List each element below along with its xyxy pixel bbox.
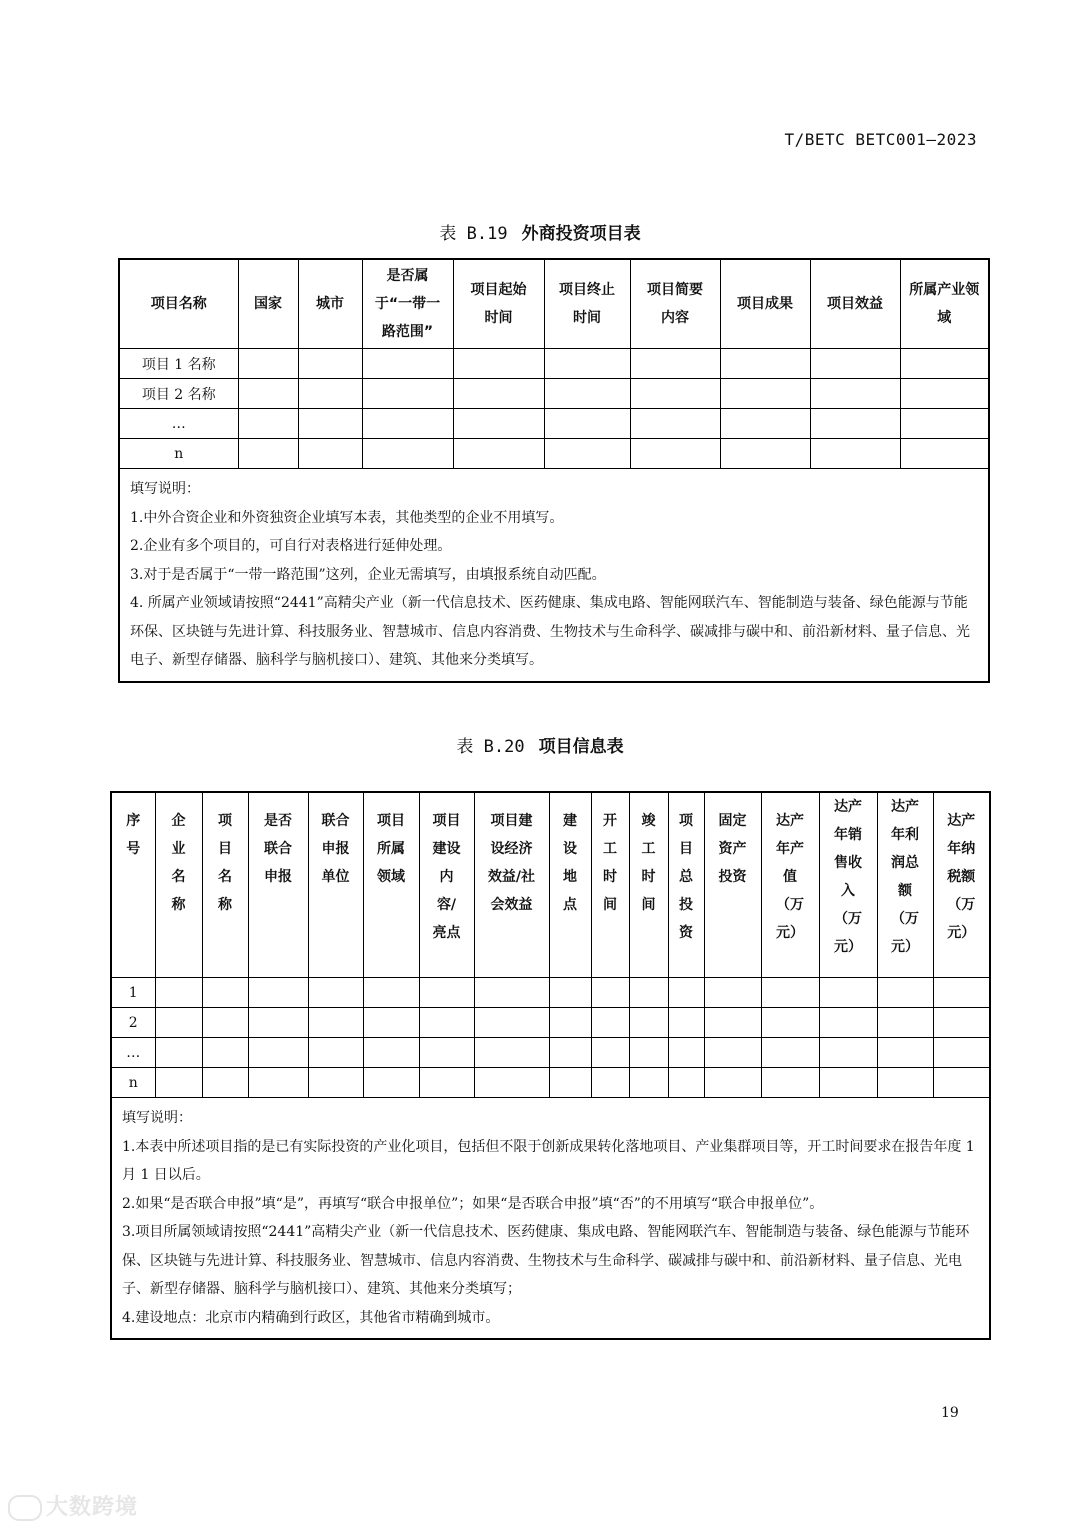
note-line: 3.项目所属领域请按照“2441”高精尖产业（新一代信息技术、医药健康、集成电路、智能网联汽车、智能制造与装备、绿色能源与节能环保、区块链与先进计算、科技服务业、智慧城市、信息内容消费、生物技术与生命科学、碳减排与碳中和、前沿新材料、量子信息、光电子、新型存储器、脑科学与脑机接口）、建筑、其他来分类填写； bbox=[122, 1224, 970, 1297]
table-cell[interactable] bbox=[877, 1068, 933, 1098]
table-cell[interactable] bbox=[363, 1008, 419, 1038]
t2-col-header: 项目名称 bbox=[202, 792, 248, 978]
table-cell[interactable] bbox=[704, 1008, 761, 1038]
table-cell[interactable] bbox=[900, 349, 989, 379]
t1-col-header: 项目简要内容 bbox=[630, 259, 720, 349]
table-cell[interactable] bbox=[155, 978, 202, 1008]
table-cell[interactable] bbox=[810, 349, 900, 379]
t2-col-header: 企业名称 bbox=[155, 792, 202, 978]
t2-col-header: 达产年销售收入（万元） bbox=[819, 792, 877, 978]
table-cell[interactable] bbox=[453, 349, 544, 379]
table-cell[interactable] bbox=[819, 978, 877, 1008]
table-cell[interactable] bbox=[202, 1068, 248, 1098]
table-cell[interactable] bbox=[720, 409, 810, 439]
table-cell[interactable] bbox=[248, 1068, 308, 1098]
table-cell[interactable] bbox=[419, 1038, 474, 1068]
table2-header-row bbox=[111, 792, 990, 978]
t2-col-header: 竣工时间 bbox=[629, 792, 668, 978]
t2-col-header: 达产年纳税额（万元） bbox=[933, 792, 990, 978]
t1-col-header: 所属产业领域 bbox=[900, 259, 989, 349]
table-cell[interactable] bbox=[629, 1008, 668, 1038]
table-cell[interactable] bbox=[704, 978, 761, 1008]
table-cell[interactable] bbox=[704, 1038, 761, 1068]
table-cell[interactable] bbox=[419, 1008, 474, 1038]
note-line: 2.如果“是否联合申报”填“是”，再填写“联合申报单位”；如果“是否联合申报”填“否”的不用填写“联合申报单位”。 bbox=[122, 1195, 824, 1212]
table2-title bbox=[0, 732, 1080, 757]
table-cell[interactable] bbox=[419, 978, 474, 1008]
table-cell[interactable] bbox=[362, 349, 453, 379]
table-cell[interactable] bbox=[363, 1068, 419, 1098]
table-cell[interactable] bbox=[308, 1038, 363, 1068]
table-cell[interactable] bbox=[810, 439, 900, 469]
table-cell[interactable] bbox=[474, 1038, 549, 1068]
t2-col-header: 序号 bbox=[111, 792, 155, 978]
table-cell[interactable] bbox=[202, 978, 248, 1008]
t2-col-header: 项目总投资 bbox=[668, 792, 704, 978]
note-line: 1.本表中所述项目指的是已有实际投资的产业化项目，包括但不限于创新成果转化落地项目、产业集群项目等，开工时间要求在报告年度 1 月 1 日以后。 bbox=[122, 1138, 975, 1183]
t1-col-header: 城市 bbox=[298, 259, 362, 349]
note-line: 4.建设地点：北京市内精确到行政区，其他省市精确到城市。 bbox=[122, 1309, 500, 1326]
table-cell[interactable] bbox=[810, 379, 900, 409]
table-cell[interactable] bbox=[900, 409, 989, 439]
table-cell[interactable] bbox=[819, 1068, 877, 1098]
table1-notes-row bbox=[119, 469, 989, 682]
table-cell[interactable] bbox=[819, 1008, 877, 1038]
table-cell[interactable] bbox=[720, 379, 810, 409]
table2-number: 表 B.20 bbox=[456, 737, 525, 757]
watermark bbox=[8, 1490, 138, 1521]
table-cell[interactable] bbox=[544, 349, 630, 379]
t1-col-header: 项目终止时间 bbox=[544, 259, 630, 349]
table-cell[interactable] bbox=[308, 1008, 363, 1038]
table-cell[interactable] bbox=[549, 978, 591, 1008]
t2-col-header: 开工时间 bbox=[591, 792, 629, 978]
table-cell[interactable] bbox=[544, 439, 630, 469]
table-cell[interactable] bbox=[630, 439, 720, 469]
table-row bbox=[119, 409, 989, 439]
table-cell[interactable] bbox=[630, 379, 720, 409]
table-cell[interactable] bbox=[308, 978, 363, 1008]
table-cell[interactable] bbox=[363, 978, 419, 1008]
foreign-investment-table bbox=[118, 258, 990, 683]
t2-col-header: 项目建设内容/亮点 bbox=[419, 792, 474, 978]
table-cell[interactable] bbox=[933, 1038, 990, 1068]
t1-row-label: … bbox=[119, 409, 238, 439]
t2-col-header: 达产年利润总额（万元） bbox=[877, 792, 933, 978]
table-cell[interactable] bbox=[668, 1068, 704, 1098]
note-line: 3.对于是否属于“一带一路范围”这列，企业无需填写，由填报系统自动匹配。 bbox=[130, 566, 606, 583]
table-cell[interactable] bbox=[238, 379, 298, 409]
table-row bbox=[119, 439, 989, 469]
t2-row-label: 2 bbox=[111, 1008, 155, 1038]
t1-col-header: 国家 bbox=[238, 259, 298, 349]
watermark-logo-icon bbox=[8, 1495, 42, 1521]
table1-header-row bbox=[119, 259, 989, 349]
t2-col-header: 建设地点 bbox=[549, 792, 591, 978]
t1-col-header: 项目起始时间 bbox=[453, 259, 544, 349]
table-cell[interactable] bbox=[668, 1008, 704, 1038]
table-cell[interactable] bbox=[549, 1068, 591, 1098]
table2-title-text: 项目信息表 bbox=[538, 737, 624, 757]
table-cell[interactable] bbox=[591, 978, 629, 1008]
table-cell[interactable] bbox=[362, 439, 453, 469]
table-cell[interactable] bbox=[933, 978, 990, 1008]
table-cell[interactable] bbox=[591, 1068, 629, 1098]
table-cell[interactable] bbox=[668, 978, 704, 1008]
table-cell[interactable] bbox=[202, 1008, 248, 1038]
table2-notes-row bbox=[111, 1098, 990, 1340]
table-cell[interactable] bbox=[238, 439, 298, 469]
t2-col-header: 联合申报单位 bbox=[308, 792, 363, 978]
table-row bbox=[111, 1008, 990, 1038]
table-cell[interactable] bbox=[474, 978, 549, 1008]
table-cell[interactable] bbox=[704, 1068, 761, 1098]
t1-row-label: 项目 1 名称 bbox=[119, 349, 238, 379]
table-cell[interactable] bbox=[629, 1068, 668, 1098]
table-cell[interactable] bbox=[238, 349, 298, 379]
table-cell[interactable] bbox=[362, 409, 453, 439]
table-cell[interactable] bbox=[453, 379, 544, 409]
table-cell[interactable] bbox=[933, 1068, 990, 1098]
t1-col-header: 项目名称 bbox=[119, 259, 238, 349]
table-row bbox=[111, 978, 990, 1008]
t2-col-header: 达产年产值（万元） bbox=[761, 792, 819, 978]
t1-row-label: 项目 2 名称 bbox=[119, 379, 238, 409]
t1-col-header: 项目效益 bbox=[810, 259, 900, 349]
note-line: 填写说明： bbox=[122, 1110, 192, 1126]
table-cell[interactable] bbox=[819, 1038, 877, 1068]
table-cell[interactable] bbox=[720, 439, 810, 469]
table-cell[interactable] bbox=[474, 1008, 549, 1038]
table-cell[interactable] bbox=[629, 1038, 668, 1068]
table1-notes bbox=[119, 469, 989, 682]
table-cell[interactable] bbox=[544, 379, 630, 409]
note-line: 4. 所属产业领域请按照“2441”高精尖产业（新一代信息技术、医药健康、集成电路、智能网联汽车、智能制造与装备、绿色能源与节能环保、区块链与先进计算、科技服务业、智慧城市、信息内容消费、生物技术与生命科学、碳减排与碳中和、前沿新材料、量子信息、光电子、新型存储器、脑科学与脑机接口）、建筑、其他来分类填写。 bbox=[130, 595, 970, 668]
table-cell[interactable] bbox=[298, 439, 362, 469]
table-cell[interactable] bbox=[900, 439, 989, 469]
table-cell[interactable] bbox=[362, 379, 453, 409]
table-cell[interactable] bbox=[629, 978, 668, 1008]
table-cell[interactable] bbox=[877, 1038, 933, 1068]
table-cell[interactable] bbox=[298, 379, 362, 409]
table-cell[interactable] bbox=[549, 1008, 591, 1038]
table-cell[interactable] bbox=[761, 1038, 819, 1068]
table-cell[interactable] bbox=[591, 1008, 629, 1038]
table-cell[interactable] bbox=[238, 409, 298, 439]
page-number: 19 bbox=[941, 1405, 959, 1421]
table-cell[interactable] bbox=[248, 1008, 308, 1038]
table1-title-text: 外商投资项目表 bbox=[521, 224, 641, 244]
project-info-table bbox=[110, 791, 991, 1340]
table-row bbox=[119, 379, 989, 409]
note-line: 2.企业有多个项目的，可自行对表格进行延伸处理。 bbox=[130, 538, 452, 554]
table-cell[interactable] bbox=[761, 1008, 819, 1038]
t1-row-label: n bbox=[119, 439, 238, 469]
document-id: T/BETC BETC001—2023 bbox=[784, 130, 977, 149]
t2-col-header: 项目所属领域 bbox=[363, 792, 419, 978]
table-cell[interactable] bbox=[248, 978, 308, 1008]
table-cell[interactable] bbox=[298, 349, 362, 379]
note-line: 1.中外合资企业和外资独资企业填写本表，其他类型的企业不用填写。 bbox=[130, 509, 564, 526]
table-cell[interactable] bbox=[544, 409, 630, 439]
table-row bbox=[111, 1068, 990, 1098]
table-cell[interactable] bbox=[308, 1068, 363, 1098]
table-cell[interactable] bbox=[810, 409, 900, 439]
table-cell[interactable] bbox=[900, 379, 989, 409]
t1-col-header: 是否属于“一带一路范围” bbox=[362, 259, 453, 349]
table-cell[interactable] bbox=[474, 1068, 549, 1098]
table-cell[interactable] bbox=[668, 1038, 704, 1068]
table-cell[interactable] bbox=[720, 349, 810, 379]
table-cell[interactable] bbox=[155, 1068, 202, 1098]
table-cell[interactable] bbox=[155, 1038, 202, 1068]
table-cell[interactable] bbox=[453, 439, 544, 469]
t2-col-header: 固定资产投资 bbox=[704, 792, 761, 978]
table2-notes bbox=[111, 1098, 990, 1340]
table-cell[interactable] bbox=[761, 978, 819, 1008]
table-cell[interactable] bbox=[933, 1008, 990, 1038]
t2-row-label: … bbox=[111, 1038, 155, 1068]
table1-number: 表 B.19 bbox=[439, 224, 508, 244]
t2-col-header: 项目建设经济效益/社会效益 bbox=[474, 792, 549, 978]
table-cell[interactable] bbox=[298, 409, 362, 439]
table-cell[interactable] bbox=[202, 1038, 248, 1068]
table-cell[interactable] bbox=[630, 349, 720, 379]
note-line: 填写说明： bbox=[130, 481, 200, 497]
t2-row-label: 1 bbox=[111, 978, 155, 1008]
t1-col-header: 项目成果 bbox=[720, 259, 810, 349]
table-row bbox=[119, 349, 989, 379]
watermark-text: 大数跨境 bbox=[46, 1495, 139, 1520]
table-cell[interactable] bbox=[630, 409, 720, 439]
t2-row-label: n bbox=[111, 1068, 155, 1098]
table-cell[interactable] bbox=[591, 1038, 629, 1068]
table-cell[interactable] bbox=[549, 1038, 591, 1068]
table-cell[interactable] bbox=[877, 978, 933, 1008]
table-row bbox=[111, 1038, 990, 1068]
table-cell[interactable] bbox=[877, 1008, 933, 1038]
table-cell[interactable] bbox=[419, 1068, 474, 1098]
table-cell[interactable] bbox=[453, 409, 544, 439]
t2-col-header: 是否联合申报 bbox=[248, 792, 308, 978]
table-cell[interactable] bbox=[248, 1038, 308, 1068]
table-cell[interactable] bbox=[155, 1008, 202, 1038]
table1-title bbox=[0, 219, 1080, 244]
table-cell[interactable] bbox=[363, 1038, 419, 1068]
table-cell[interactable] bbox=[761, 1068, 819, 1098]
